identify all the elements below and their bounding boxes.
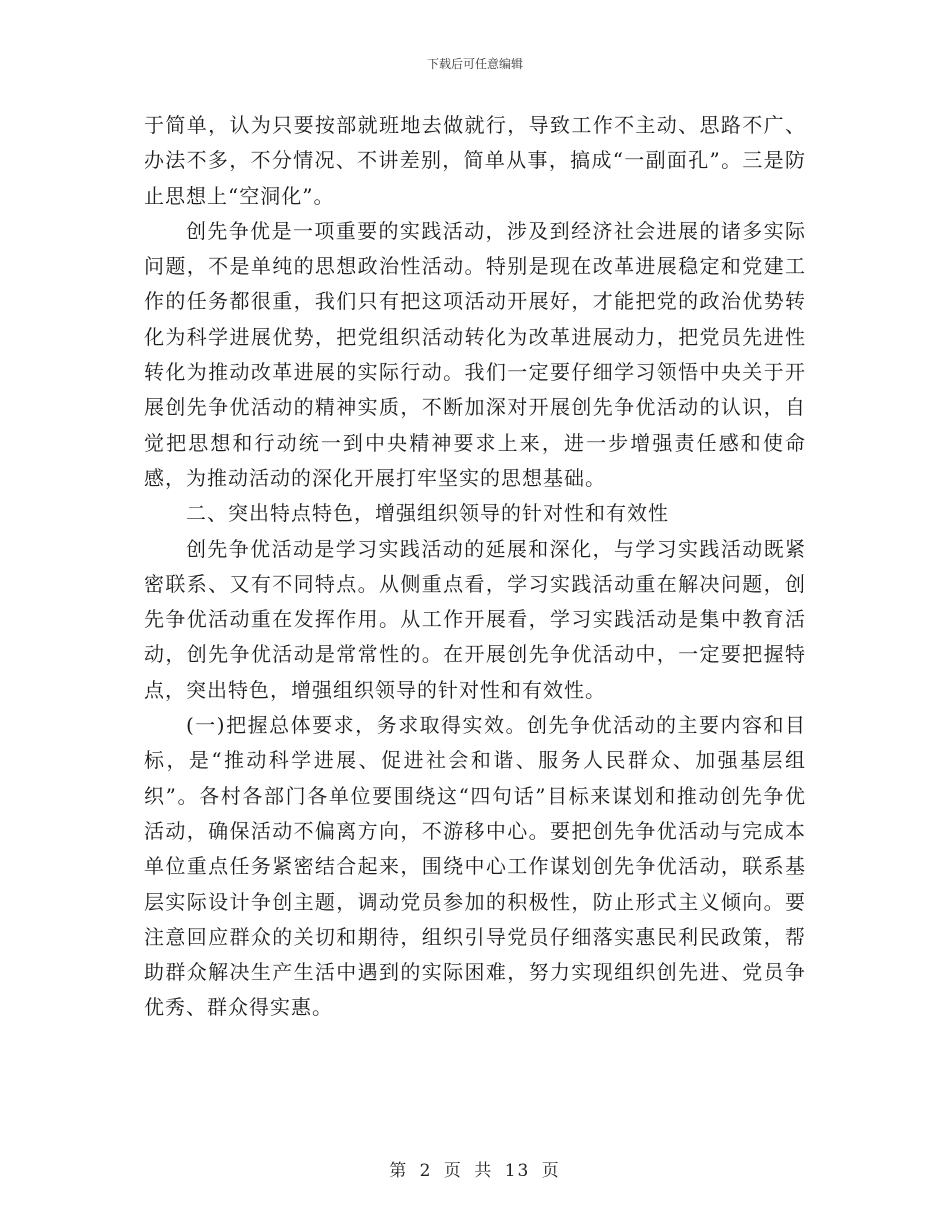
section-heading-2: 二、突出特点特色，增强组织领导的针对性和有效性 bbox=[186, 501, 669, 526]
document-body bbox=[144, 108, 806, 1026]
paragraph-continuation: 于简单，认为只要按部就班地去做就行，导致工作不主动、思路不广、办法不多，不分情况、不讲差别，简单从事，搞成“一副面孔”。三是防止思想上“空洞化”。 bbox=[144, 113, 806, 208]
paragraph-features: 创先争优活动是学习实践活动的延展和深化，与学习实践活动既紧密联系、又有不同特点。从侧重点看，学习实践活动重在解决问题，创先争优活动重在发挥作用。从工作开展看，学习实践活动是集中教育活动，创先争优活动是常常性的。在开展创先争优活动中，一定要把握特点，突出特色，增强组织领导的针对性和有效性。 bbox=[144, 536, 806, 702]
paragraph-practice-activity: 创先争优是一项重要的实践活动，涉及到经济社会进展的诸多实际问题，不是单纯的思想政治性活动。特别是现在改革进展稳定和党建工作的任务都很重，我们只有把这项活动开展好，才能把党的政治优势转化为科学进展优势，把党组织活动转化为改革进展动力，把党员先进性转化为推动改革进展的实际行动。我们一定要仔细学习领悟中央关于开展创先争优活动的精神实质，不断加深对开展创先争优活动的认识，自觉把思想和行动统一到中央精神要求上来，进一步增强责任感和使命感，为推动活动的深化开展打牢坚实的思想基础。 bbox=[144, 218, 806, 490]
page-header-note: 下载后可任意编辑 bbox=[426, 57, 523, 71]
page-number: 第 2 页 共 13 页 bbox=[389, 1161, 561, 1181]
paragraph-overall-requirements: (一)把握总体要求，务求取得实效。创先争优活动的主要内容和目标，是“推动科学进展、促进社会和谐、服务人民群众、加强基层组织”。各村各部门各单位要围绕这“四句话”目标来谋划和推动创先争优活动，确保活动不偏离方向，不游移中心。要把创先争优活动与完成本单位重点任务紧密结合起来，围绕中心工作谋划创先争优活动，联系基层实际设计争创主题，调动党员参加的积极性，防止形式主义倾向。要注意回应群众的关切和期待，组织引导党员仔细落实惠民利民政策，帮助群众解决生产生活中遇到的实际困难，努力实现组织创先进、党员争优秀、群众得实惠。 bbox=[144, 713, 806, 1020]
